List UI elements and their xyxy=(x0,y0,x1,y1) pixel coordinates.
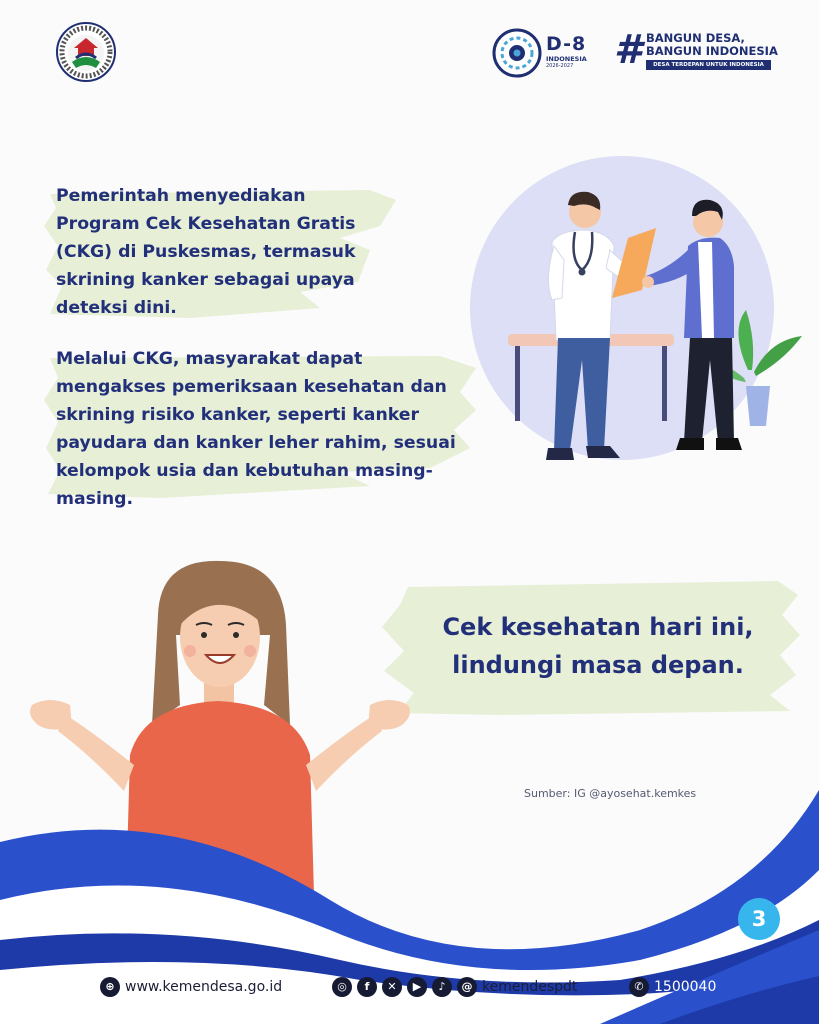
social-handle[interactable]: kemendespdt xyxy=(482,979,578,995)
d8-label xyxy=(546,34,606,70)
youtube-icon[interactable]: ▶ xyxy=(407,977,427,997)
page-number-badge: 3 xyxy=(738,898,780,940)
d8-subtitle: INDONESIA xyxy=(546,55,587,63)
x-icon[interactable]: ✕ xyxy=(382,977,402,997)
text-line: kelompok usia dan kebutuhan masing- xyxy=(56,461,433,481)
text-line: Program Cek Kesehatan Gratis xyxy=(56,214,356,234)
tagline-line: lindungi masa depan. xyxy=(452,651,744,679)
globe-icon: ⊕ xyxy=(100,977,120,997)
ministry-logo xyxy=(56,22,116,82)
campaign-subtitle: DESA TERDEPAN UNTUK INDONESIA xyxy=(646,60,771,70)
text-line: (CKG) di Puskesmas, termasuk xyxy=(56,242,356,262)
doctor-patient-illustration xyxy=(470,150,810,480)
threads-icon[interactable]: @ xyxy=(457,977,477,997)
hashtag-icon: # xyxy=(614,27,642,73)
phone-number[interactable]: 1500040 xyxy=(654,979,717,995)
campaign-title-line2: BANGUN INDONESIA xyxy=(646,44,778,58)
instagram-icon[interactable]: ◎ xyxy=(332,977,352,997)
intro-paragraph xyxy=(56,182,355,322)
text-line: payudara dan kanker leher rahim, sesuai xyxy=(56,433,456,453)
facebook-icon[interactable]: f xyxy=(357,977,377,997)
text-line: Pemerintah menyediakan xyxy=(56,186,306,206)
tagline xyxy=(404,608,792,684)
text-line: Melalui CKG, masyarakat dapat xyxy=(56,349,363,369)
whatsapp-icon[interactable]: ✆ xyxy=(629,977,649,997)
campaign-title-line1: BANGUN DESA, xyxy=(646,31,745,45)
website-link[interactable]: www.kemendesa.go.id xyxy=(125,979,283,995)
text-line: skrining kanker sebagai upaya xyxy=(56,270,355,290)
text-line: deteksi dini. xyxy=(56,298,177,318)
text-line: mengakses pemeriksaan kesehatan dan xyxy=(56,377,447,397)
text-line: masing. xyxy=(56,489,134,509)
d8-title: D-8 xyxy=(546,33,587,55)
text-line: skrining risiko kanker, seperti kanker xyxy=(56,405,420,425)
d8-logo xyxy=(492,28,542,78)
tiktok-icon[interactable]: ♪ xyxy=(432,977,452,997)
detail-paragraph xyxy=(56,345,456,513)
tagline-line: Cek kesehatan hari ini, xyxy=(442,613,754,641)
d8-years: 2026-2027 xyxy=(546,63,574,69)
source-credit: Sumber: IG @ayosehat.kemkes xyxy=(524,787,697,800)
